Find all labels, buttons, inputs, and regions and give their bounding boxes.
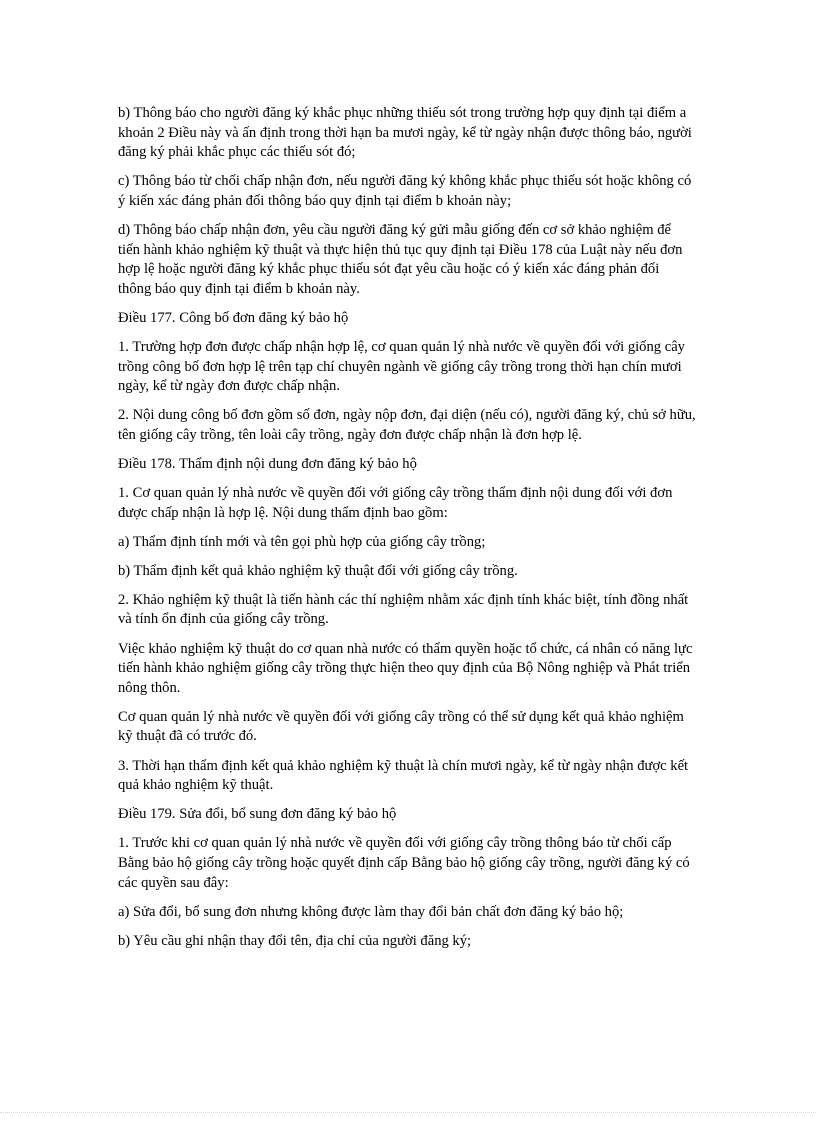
paragraph-177-2: 2. Nội dung công bố đơn gồm số đơn, ngày nộp đơn, đại diện (nếu có), người đăng ký, chủ sở hữu, tên giống cây trồng, tên loài cây trồng, ngày đơn được chấp nhận là đơn hợp lệ. bbox=[118, 407, 696, 443]
article-177-heading: Điều 177. Công bố đơn đăng ký bảo hộ bbox=[118, 309, 349, 326]
paragraph-179-1a: a) Sửa đổi, bổ sung đơn nhưng không được làm thay đổi bản chất đơn đăng ký bảo hộ; bbox=[118, 903, 624, 920]
paragraph-176-b: b) Thông báo cho người đăng ký khắc phục những thiếu sót trong trường hợp quy định tại điểm a khoản 2 Điều này và ấn định trong thời hạn ba mươi ngày, kể từ ngày nhận được thông báo, người đăng ký phải khắc phục các thiếu sót đó; bbox=[118, 105, 692, 161]
paragraph-178-2-prior-results: Cơ quan quản lý nhà nước về quyền đối với giống cây trồng có thể sử dụng kết quả khảo nghiệm kỹ thuật đã có trước đó. bbox=[118, 708, 684, 745]
document-page bbox=[118, 104, 696, 961]
paragraph-178-2-implementation: Việc khảo nghiệm kỹ thuật do cơ quan nhà nước có thẩm quyền hoặc tổ chức, cá nhân có năng lực tiến hành khảo nghiệm giống cây trồng thực hiện theo quy định của Bộ Nông nghiệp và Phát triển nông thôn. bbox=[118, 640, 693, 696]
paragraph-179-1: 1. Trước khi cơ quan quản lý nhà nước về quyền đối với giống cây trồng thông báo từ chối cấp Bằng bảo hộ giống cây trồng hoặc quyết định cấp Bằng bảo hộ giống cây trồng, người đăng ký có các quyền sau đây: bbox=[118, 835, 690, 891]
paragraph-178-3: 3. Thời hạn thẩm định kết quả khảo nghiệm kỹ thuật là chín mươi ngày, kể từ ngày nhận được kết quả khảo nghiệm kỹ thuật. bbox=[118, 757, 689, 794]
article-179-heading: Điều 179. Sửa đổi, bổ sung đơn đăng ký bảo hộ bbox=[118, 806, 397, 823]
article-178-heading: Điều 178. Thẩm định nội dung đơn đăng ký bảo hộ bbox=[118, 455, 417, 472]
paragraph-179-1b: b) Yêu cầu ghi nhận thay đổi tên, địa chỉ của người đăng ký; bbox=[118, 932, 472, 949]
paragraph-177-1: 1. Trường hợp đơn được chấp nhận hợp lệ, cơ quan quản lý nhà nước về quyền đối với giống cây trồng công bố đơn hợp lệ trên tạp chí chuyên ngành về giống cây trồng trong thời hạn chín mươi ngày, kể từ ngày đơn được chấp nhận. bbox=[118, 338, 685, 395]
paragraph-178-2: 2. Khảo nghiệm kỹ thuật là tiến hành các thí nghiệm nhằm xác định tính khác biệt, tính đồng nhất và tính ổn định của giống cây trồng. bbox=[118, 591, 689, 628]
paragraph-176-d: d) Thông báo chấp nhận đơn, yêu cầu người đăng ký gửi mẫu giống đến cơ sở khảo nghiệm để tiến hành khảo nghiệm kỹ thuật và thực hiện thủ tục quy định tại Điều 178 của Luật này nếu đơn hợp lệ hoặc người đăng ký khắc phục thiếu sót đạt yêu cầu hoặc có ý kiến xác đáng phản đối thông báo quy định tại điểm b khoản này. bbox=[118, 221, 683, 297]
paragraph-178-1b: b) Thẩm định kết quả khảo nghiệm kỹ thuật đối với giống cây trồng. bbox=[118, 562, 518, 579]
paragraph-176-c: c) Thông báo từ chối chấp nhận đơn, nếu người đăng ký không khắc phục thiếu sót hoặc không có ý kiến xác đáng phản đối thông báo quy định tại điểm b khoản này; bbox=[118, 173, 692, 209]
paragraph-178-1: 1. Cơ quan quản lý nhà nước về quyền đối với giống cây trồng thẩm định nội dung đối với đơn được chấp nhận là hợp lệ. Nội dung thẩm định bao gồm: bbox=[118, 485, 673, 521]
paragraph-178-1a: a) Thẩm định tính mới và tên gọi phù hợp của giống cây trồng; bbox=[118, 533, 486, 550]
page-edge-divider bbox=[0, 1112, 816, 1113]
